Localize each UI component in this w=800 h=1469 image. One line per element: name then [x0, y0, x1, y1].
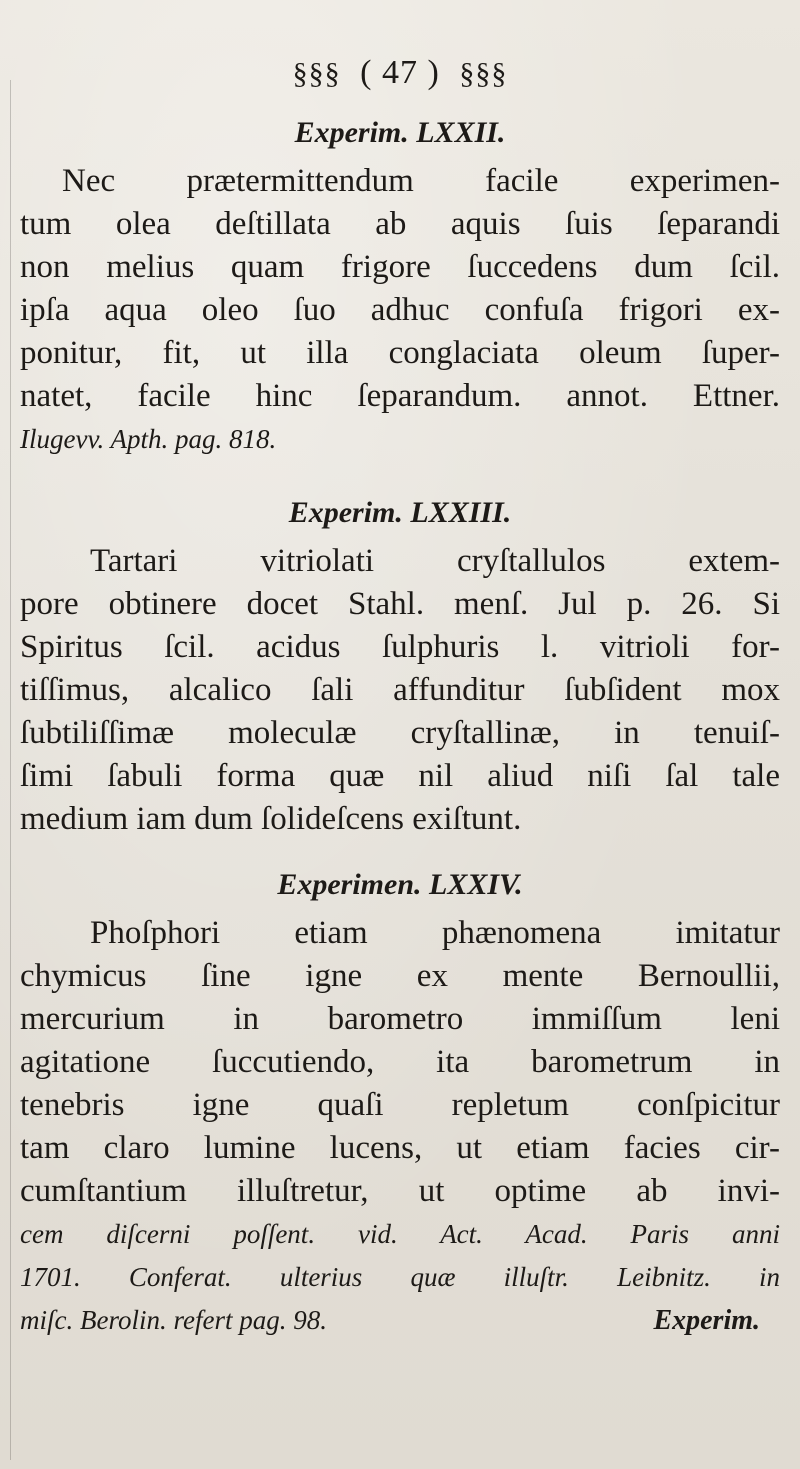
left-ornament: §§§ [292, 57, 341, 90]
text-line: chymicus ſine igne ex mente Bernoullii, [20, 958, 780, 994]
text-line: cumſtantium illuſtretur, ut optime ab invi- [20, 1173, 780, 1209]
right-ornament: §§§ [459, 57, 508, 90]
text-line: medium iam dum ſolideſcens exiſtunt. [20, 801, 522, 837]
section-title-lxxii: Experim. LXXII. [294, 116, 506, 149]
text-line: tiſſimus, alcalico ſali affunditur ſubſident mox [20, 672, 780, 708]
text-line: mercurium in barometro immiſſum leni [20, 1001, 780, 1037]
text-line: pore obtinere docet Stahl. menſ. Jul p. 26. Si [20, 586, 780, 622]
text-line: ſimi ſabuli forma quæ nil aliud niſi ſal tale [20, 758, 780, 794]
section-body-lxxii [20, 160, 780, 461]
text-line: ſubtiliſſimæ moleculæ cryſtallinæ, in tenuiſ- [20, 715, 780, 751]
text-line: Spiritus ſcil. acidus ſulphuris l. vitrioli for- [20, 629, 780, 665]
page-header [0, 54, 800, 92]
text-line: Tartari vitriolati cryſtallulos extem- [90, 543, 780, 579]
text-line: ipſa aqua oleo ſuo adhuc confuſa frigori ex- [20, 292, 780, 328]
section-body-lxxiii [20, 540, 780, 841]
text-line: non melius quam frigore ſuccedens dum ſcil. [20, 249, 780, 285]
text-line: tenebris igne quaſi repletum conſpicitur [20, 1087, 780, 1123]
text-line: Ilugevv. Apth. pag. 818. [20, 424, 277, 454]
text-line: cem diſcerni poſſent. vid. Act. Acad. Paris anni [20, 1219, 780, 1249]
text-line: ponitur, fit, ut illa conglaciata oleum ſuper- [20, 335, 780, 371]
text-line: tum olea deſtillata ab aquis ſuis ſeparandi [20, 206, 780, 242]
text-line: tam claro lumine lucens, ut etiam facies cir- [20, 1130, 780, 1166]
text-line: natet, facile hinc ſeparandum. annot. Ettner. [20, 378, 780, 414]
text-line: Nec prætermittendum facile experimen- [62, 163, 780, 199]
text-line: Phoſphori etiam phænomena imitatur [90, 915, 780, 951]
section-title-lxxiv: Experimen. LXXIV. [277, 868, 523, 901]
page-number: ( 47 ) [360, 54, 440, 91]
text-line: agitatione ſuccutiendo, ita barometrum in [20, 1044, 780, 1080]
section-body-lxxiv [20, 912, 780, 1342]
section-title-lxxiii: Experim. LXXIII. [288, 496, 512, 529]
text-line: miſc. Berolin. refert pag. 98. [20, 1305, 327, 1335]
text-line: 1701. Conferat. ulterius quæ illuſtr. Leibnitz. in [20, 1262, 780, 1292]
catchword: Experim. [653, 1305, 760, 1336]
page-edge-rule [10, 80, 11, 1460]
